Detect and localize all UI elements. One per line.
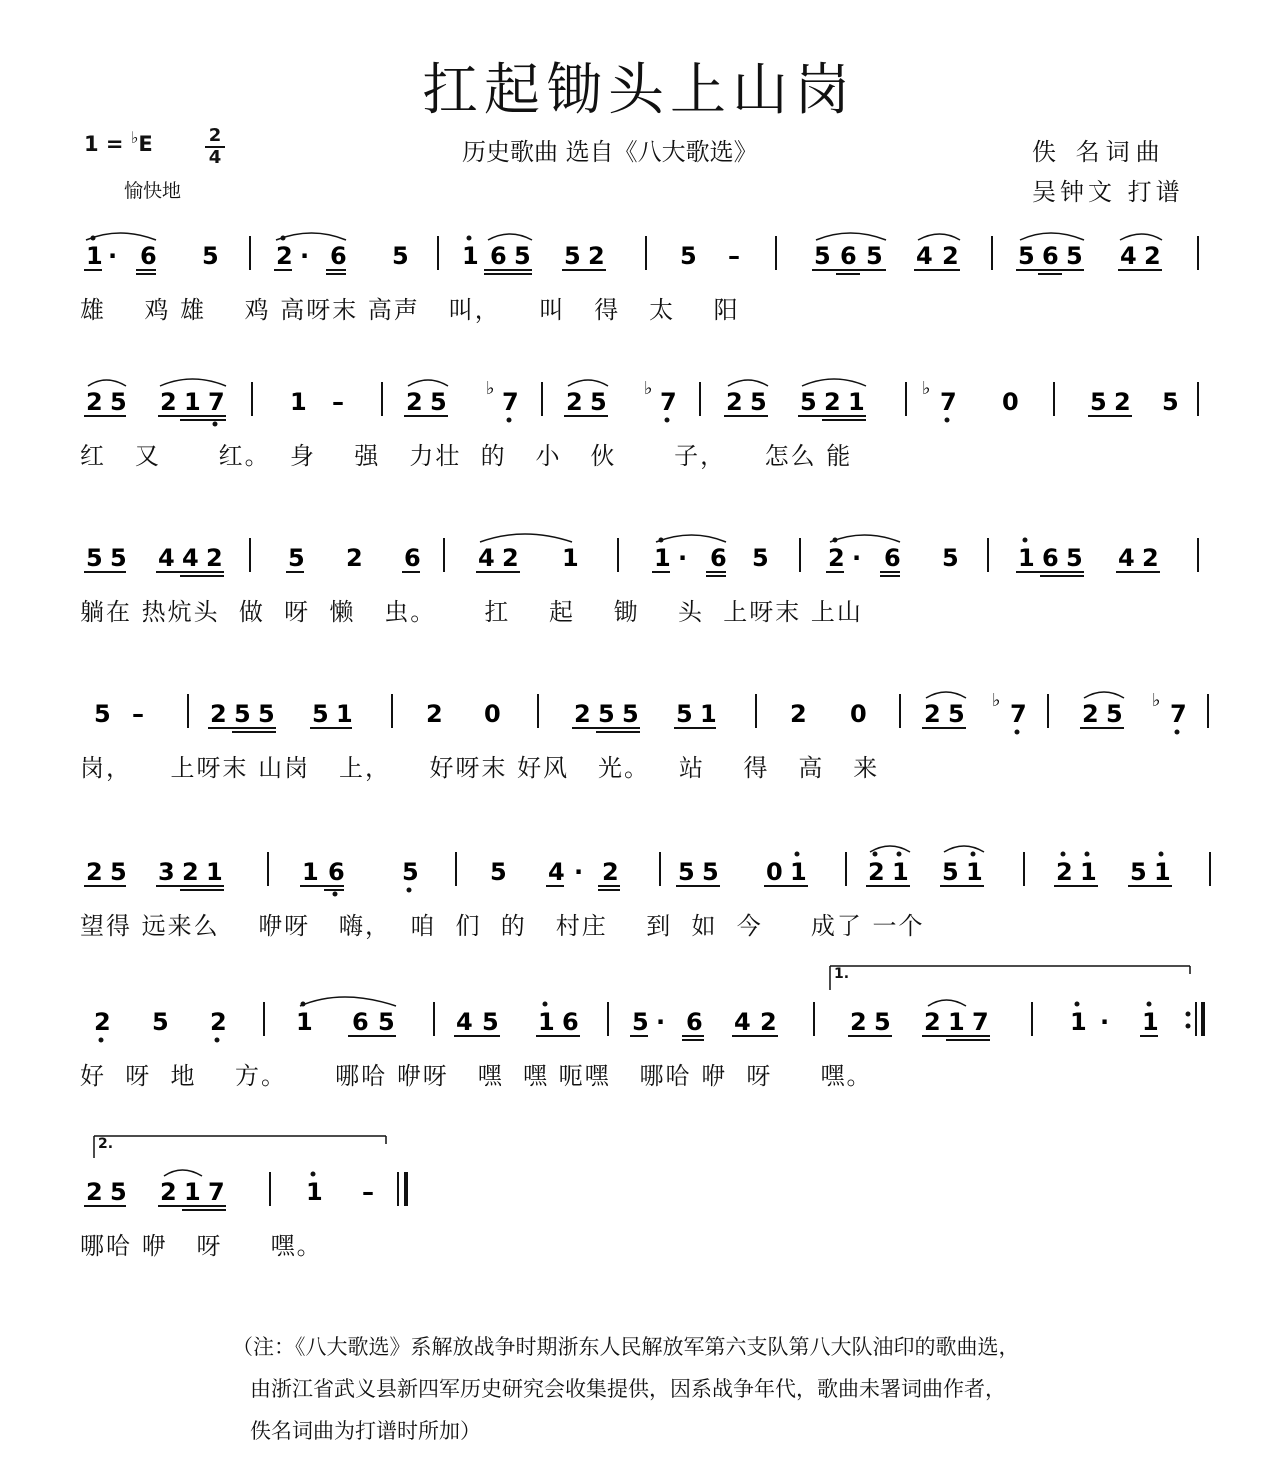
svg-text:5: 5 [752, 544, 769, 572]
svg-text:2: 2 [86, 1178, 103, 1206]
svg-text:7: 7 [1170, 700, 1187, 728]
svg-text:6: 6 [840, 242, 857, 270]
svg-text:1: 1 [1080, 858, 1097, 886]
svg-text:4: 4 [158, 544, 175, 572]
volta-2-bracket [92, 1132, 402, 1162]
svg-text:5: 5 [942, 858, 959, 886]
svg-text:4: 4 [182, 544, 199, 572]
svg-text:2: 2 [824, 388, 841, 416]
svg-text:5: 5 [866, 242, 883, 270]
svg-text:7: 7 [940, 388, 957, 416]
svg-text:6: 6 [710, 544, 727, 572]
svg-text:7: 7 [208, 1178, 225, 1206]
lyrics-line: 躺在 热炕头 做 呀 懒 虫。 扛 起 锄 头 上呀末 上山 [80, 598, 863, 626]
svg-text:–: – [132, 700, 144, 728]
svg-text:5: 5 [632, 1008, 649, 1036]
lyrics-line: 岗， 上呀末 山岗 上， 好呀末 好风 光。 站 得 高 来 [80, 754, 880, 782]
notation-line [80, 232, 1210, 284]
staff-row-1 [0, 232, 1278, 352]
notation-graphics [80, 232, 1210, 288]
svg-text:2: 2 [1082, 700, 1099, 728]
svg-text:5: 5 [490, 858, 507, 886]
svg-text:0: 0 [484, 700, 501, 728]
meter-top: 2 [205, 126, 225, 148]
footnote-line-2: 由浙江省武义县新四军历史研究会收集提供，因系战争年代，歌曲未署词曲作者， [250, 1377, 1006, 1401]
transcriber-credit: 吴钟文 打谱 [1032, 178, 1184, 206]
svg-text:5: 5 [1018, 242, 1035, 270]
svg-text:5: 5 [1066, 544, 1083, 572]
svg-text:7: 7 [1010, 700, 1027, 728]
lyrics-line: 哪哈 咿 呀 嘿。 [80, 1232, 323, 1260]
svg-text:2: 2 [160, 1178, 177, 1206]
svg-text:·: · [574, 858, 584, 886]
svg-text:♭: ♭ [486, 378, 495, 399]
svg-text:6: 6 [330, 242, 347, 270]
svg-text:2: 2 [502, 544, 519, 572]
svg-text:2: 2 [210, 700, 227, 728]
svg-text:1: 1 [1142, 1008, 1159, 1036]
svg-text:2: 2 [574, 700, 591, 728]
svg-text:1: 1 [654, 544, 671, 572]
svg-text:5: 5 [312, 700, 329, 728]
svg-text:5: 5 [1066, 242, 1083, 270]
svg-text:2: 2 [924, 1008, 941, 1036]
svg-text:·: · [678, 544, 688, 572]
svg-text:–: – [362, 1178, 374, 1206]
svg-text:2: 2 [726, 388, 743, 416]
svg-text:5: 5 [202, 242, 219, 270]
svg-text:1: 1 [184, 388, 201, 416]
svg-text:5: 5 [598, 700, 615, 728]
svg-text:♭: ♭ [922, 378, 931, 399]
svg-text:2: 2 [828, 544, 845, 572]
svg-text:1: 1 [700, 700, 717, 728]
svg-text:0: 0 [766, 858, 783, 886]
svg-text:6: 6 [686, 1008, 703, 1036]
staff-row-4 [0, 690, 1278, 810]
svg-text:5: 5 [152, 1008, 169, 1036]
svg-text:·: · [852, 544, 862, 572]
svg-text:2: 2 [790, 700, 807, 728]
svg-text:5: 5 [874, 1008, 891, 1036]
meter-bottom: 4 [208, 147, 222, 168]
svg-text:6: 6 [1042, 544, 1059, 572]
notation-graphics [80, 1168, 480, 1224]
svg-text:2: 2 [406, 388, 423, 416]
svg-text:♭: ♭ [1152, 690, 1161, 711]
svg-text:2: 2 [346, 544, 363, 572]
svg-text:5: 5 [110, 544, 127, 572]
svg-text:5: 5 [678, 858, 695, 886]
notation-graphics [80, 998, 1210, 1054]
svg-text:5: 5 [234, 700, 251, 728]
svg-text:·: · [656, 1008, 666, 1036]
svg-text:0: 0 [850, 700, 867, 728]
svg-text:1: 1 [562, 544, 579, 572]
lyrics-line: 雄 鸡 雄 鸡 高呀末 高声 叫， 叫 得 太 阳 [80, 296, 740, 324]
svg-text:6: 6 [140, 242, 157, 270]
svg-text:4: 4 [456, 1008, 473, 1036]
svg-text:5: 5 [392, 242, 409, 270]
svg-text:1: 1 [1018, 544, 1035, 572]
svg-text:5: 5 [1106, 700, 1123, 728]
svg-text:6: 6 [352, 1008, 369, 1036]
svg-text:1: 1 [184, 1178, 201, 1206]
svg-text:0: 0 [1002, 388, 1019, 416]
svg-text:1: 1 [848, 388, 865, 416]
svg-text:7: 7 [972, 1008, 989, 1036]
svg-text:5: 5 [676, 700, 693, 728]
staff-row-7 [0, 1168, 1278, 1288]
svg-text:7: 7 [208, 388, 225, 416]
svg-text:4: 4 [916, 242, 933, 270]
svg-text:2: 2 [1114, 388, 1131, 416]
svg-text:♭: ♭ [992, 690, 1001, 711]
svg-text:5: 5 [402, 858, 419, 886]
svg-text:2: 2 [602, 858, 619, 886]
svg-text:5: 5 [94, 700, 111, 728]
svg-text:5: 5 [514, 242, 531, 270]
key-signature [84, 128, 153, 156]
notation-graphics [80, 848, 1210, 904]
svg-text:5: 5 [622, 700, 639, 728]
svg-text:1: 1 [462, 242, 479, 270]
svg-text:5: 5 [814, 242, 831, 270]
svg-text:1: 1 [948, 1008, 965, 1036]
svg-text:2: 2 [276, 242, 293, 270]
svg-text:5: 5 [110, 388, 127, 416]
staff-row-2 [0, 378, 1278, 498]
svg-text:4: 4 [548, 858, 565, 886]
svg-text:6: 6 [562, 1008, 579, 1036]
svg-text:5: 5 [942, 544, 959, 572]
svg-text:6: 6 [404, 544, 421, 572]
svg-text:5: 5 [564, 242, 581, 270]
staff-row-5 [0, 848, 1278, 968]
staff-row-3 [0, 534, 1278, 654]
svg-text:–: – [728, 242, 740, 270]
svg-text:5: 5 [1090, 388, 1107, 416]
tempo-marking: 愉快地 [124, 180, 182, 202]
svg-text:2: 2 [942, 242, 959, 270]
svg-text:2: 2 [206, 544, 223, 572]
svg-text:5: 5 [680, 242, 697, 270]
svg-text:4: 4 [478, 544, 495, 572]
footnote [232, 1326, 1162, 1452]
svg-text:·: · [108, 242, 118, 270]
svg-text:7: 7 [502, 388, 519, 416]
svg-text:1: 1 [790, 858, 807, 886]
svg-text:7: 7 [660, 388, 677, 416]
notation-line [80, 998, 1210, 1050]
svg-text:2: 2 [868, 858, 885, 886]
svg-text:2: 2 [210, 1008, 227, 1036]
svg-text:♭: ♭ [644, 378, 653, 399]
svg-text:·: · [300, 242, 310, 270]
svg-text:·: · [1100, 1008, 1110, 1036]
svg-text:5: 5 [750, 388, 767, 416]
svg-text:1: 1 [306, 1178, 323, 1206]
svg-text:2: 2 [1056, 858, 1073, 886]
footnote-line-1: （注：《八大歌选》系解放战争时期浙东人民解放军第六支队第八大队油印的歌曲选， [232, 1335, 1020, 1359]
svg-text:2: 2 [850, 1008, 867, 1036]
lyrics-line: 望得 远来么 咿呀 嗨， 咱 们 的 村庄 到 如 今 成了 一个 [80, 912, 925, 940]
key-note: E [138, 132, 153, 156]
svg-text:2: 2 [182, 858, 199, 886]
volta-1-bracket [828, 962, 1198, 992]
svg-text:2: 2 [760, 1008, 777, 1036]
key-prefix: 1 = [84, 132, 131, 156]
svg-text:1: 1 [86, 242, 103, 270]
svg-text:1: 1 [1070, 1008, 1087, 1036]
svg-text:2: 2 [160, 388, 177, 416]
svg-text:3: 3 [158, 858, 175, 886]
notation-line [80, 378, 1210, 430]
subtitle: 历史歌曲 选自《八大歌选》 [462, 138, 758, 166]
svg-text:1: 1 [302, 858, 319, 886]
svg-text:1: 1 [290, 388, 307, 416]
svg-text:2: 2 [426, 700, 443, 728]
svg-text:5: 5 [1162, 388, 1179, 416]
notation-line [80, 848, 1210, 900]
volta-1-label: 1. [834, 966, 850, 982]
svg-text:4: 4 [1118, 544, 1135, 572]
notation-graphics [80, 534, 1210, 590]
svg-text:1: 1 [296, 1008, 313, 1036]
svg-text:5: 5 [1130, 858, 1147, 886]
flat-sign: ♭ [130, 128, 139, 147]
svg-text:5: 5 [800, 388, 817, 416]
svg-text:1: 1 [892, 858, 909, 886]
notation-line [80, 534, 1210, 586]
svg-text:5: 5 [378, 1008, 395, 1036]
svg-text:6: 6 [328, 858, 345, 886]
svg-text:2: 2 [924, 700, 941, 728]
svg-text:6: 6 [884, 544, 901, 572]
svg-text:6: 6 [1042, 242, 1059, 270]
svg-text:2: 2 [566, 388, 583, 416]
lyrics-line: 好 呀 地 方。 哪哈 咿呀 嘿 嘿 呃嘿 哪哈 咿 呀 嘿。 [80, 1062, 873, 1090]
svg-text:5: 5 [702, 858, 719, 886]
svg-text:2: 2 [588, 242, 605, 270]
svg-text:1: 1 [1154, 858, 1171, 886]
svg-text:2: 2 [1142, 544, 1159, 572]
lyrics-line: 红 又 红。 身 强 力壮 的 小 伙 子， 怎么 能 [80, 442, 853, 470]
svg-text:5: 5 [430, 388, 447, 416]
svg-text:–: – [332, 388, 344, 416]
svg-text:6: 6 [490, 242, 507, 270]
svg-text:2: 2 [94, 1008, 111, 1036]
svg-text:5: 5 [110, 858, 127, 886]
notation-line [80, 690, 1210, 742]
svg-text:1: 1 [538, 1008, 555, 1036]
svg-text:5: 5 [948, 700, 965, 728]
time-signature [205, 126, 225, 168]
svg-text:5: 5 [590, 388, 607, 416]
svg-text:1: 1 [966, 858, 983, 886]
svg-text:4: 4 [734, 1008, 751, 1036]
svg-text:5: 5 [110, 1178, 127, 1206]
svg-text:1: 1 [336, 700, 353, 728]
svg-text:1: 1 [206, 858, 223, 886]
svg-text:2: 2 [1144, 242, 1161, 270]
lyricist-credit: 佚 名词曲 [1032, 138, 1166, 166]
svg-text:2: 2 [86, 858, 103, 886]
song-title: 扛起锄头上山岗 [422, 58, 856, 123]
svg-text:5: 5 [482, 1008, 499, 1036]
svg-text:5: 5 [86, 544, 103, 572]
staff-row-6 [0, 998, 1278, 1118]
volta-2-label: 2. [98, 1136, 114, 1152]
svg-text:5: 5 [258, 700, 275, 728]
notation-graphics [80, 378, 1210, 434]
notation-graphics [80, 690, 1210, 746]
svg-text:5: 5 [288, 544, 305, 572]
footnote-line-3: 佚名词曲为打谱时所加） [250, 1419, 481, 1443]
svg-text:4: 4 [1120, 242, 1137, 270]
notation-line [80, 1168, 1210, 1220]
svg-text:2: 2 [86, 388, 103, 416]
